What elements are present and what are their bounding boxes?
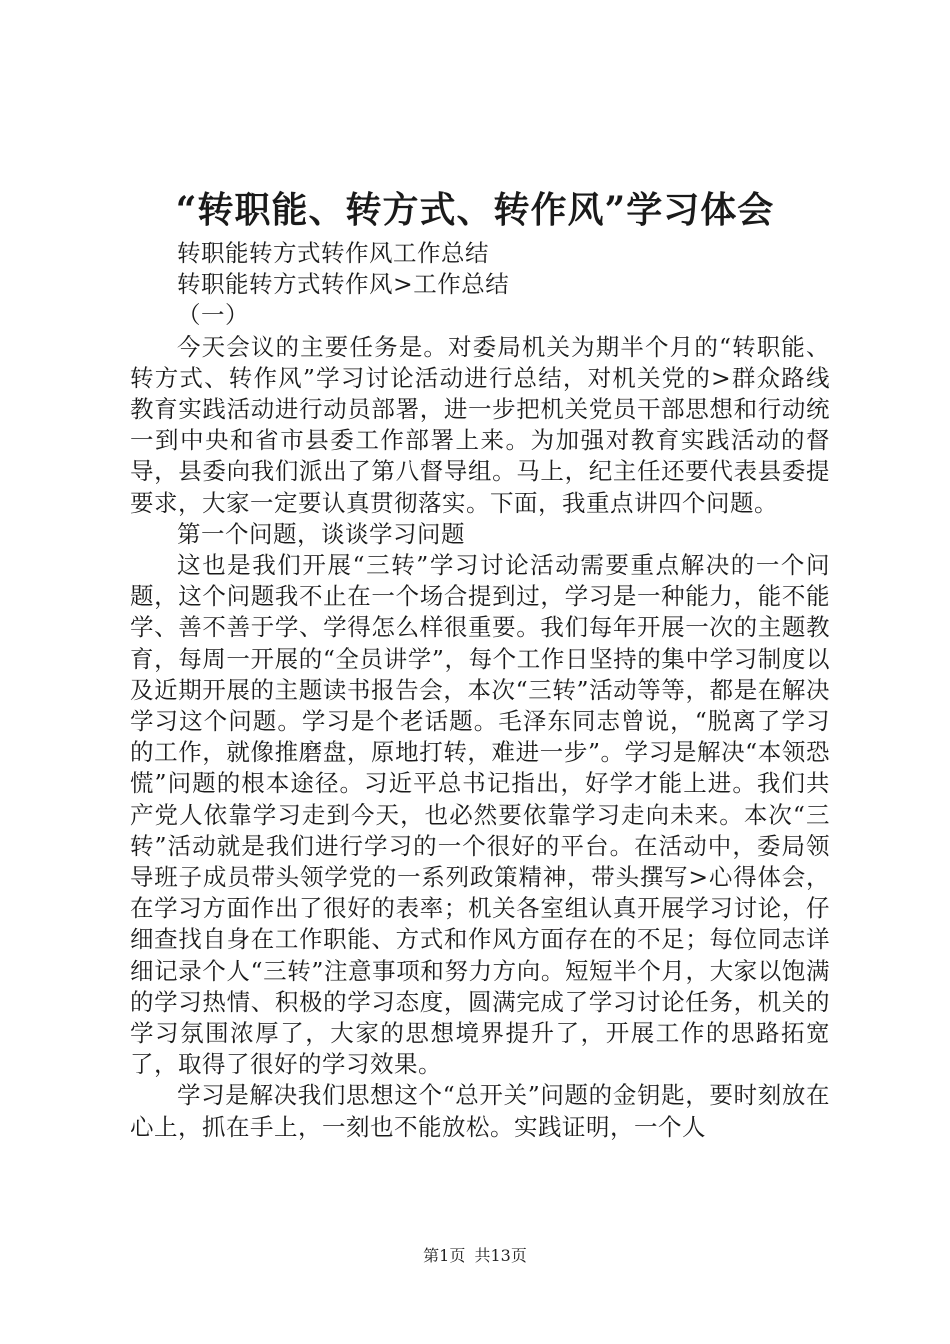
paragraph: 学习是解决我们思想这个“总开关”问题的金钥匙，要时刻放在心上，抓在手上，一刻也不能放松。实践证明，一个人 xyxy=(130,1081,830,1141)
subtitle-line: 转职能转方式转作风>工作总结 xyxy=(177,270,510,299)
document-body xyxy=(130,238,830,1143)
section-number: （一） xyxy=(177,301,249,330)
subtitle-line: 转职能转方式转作风工作总结 xyxy=(177,239,489,267)
page-number: 第1页 xyxy=(423,1246,466,1265)
document-title: “转职能、转方式、转作风”学习体会 xyxy=(175,189,775,231)
paragraph: 今天会议的主要任务是。对委局机关为期半个月的“转职能、转方式、转作风”学习讨论活动进行总结，对机关党的>群众路线教育实践活动进行动员部署，进一步把机关党员干部思想和行动统一到中央和省市县委工作部署上来。为加强对教育实践活动的督导，县委向我们派出了第八督导组。马上，纪主任还要代表县委提要求，大家一定要认真贯彻落实。下面，我重点讲四个问题。 xyxy=(130,332,830,517)
page-footer xyxy=(0,1243,950,1266)
paragraph: 这也是我们开展“三转”学习讨论活动需要重点解决的一个问题，这个问题我不止在一个场合提到过，学习是一种能力，能不能学、善不善于学、学得怎么样很重要。我们每年开展一次的主题教育，每周一开展的“全员讲学”，每个工作日坚持的集中学习制度以及近期开展的主题读书报告会，本次“三转”活动等等，都是在解决学习这个问题。学习是个老话题。毛泽东同志曾说，“脱离了学习的工作，就像推磨盘，原地打转，难进一步”。学习是解决“本领恐慌”问题的根本途径。习近平总书记指出，好学才能上进。我们共产党人依靠学习走到今天，也必然要依靠学习走向未来。本次“三转”活动就是我们进行学习的一个很好的平台。在活动中，委局领导班子成员带头领学党的一系列政策精神，带头撰写>心得体会，在学习方面作出了很好的表率；机关各室组认真开展学习讨论，仔细查找自身在工作职能、方式和作风方面存在的不足；每位同志详细记录个人“三转”注意事项和努力方向。短短半个月，大家以饱满的学习热情、积极的学习态度，圆满完成了学习讨论任务，机关的学习氛围浓厚了，大家的思想境界提升了，开展工作的思路拓宽了，取得了很好的学习效果。 xyxy=(130,551,830,1079)
section-heading: 第一个问题，谈谈学习问题 xyxy=(177,519,465,548)
page-total: 共13页 xyxy=(474,1246,527,1265)
